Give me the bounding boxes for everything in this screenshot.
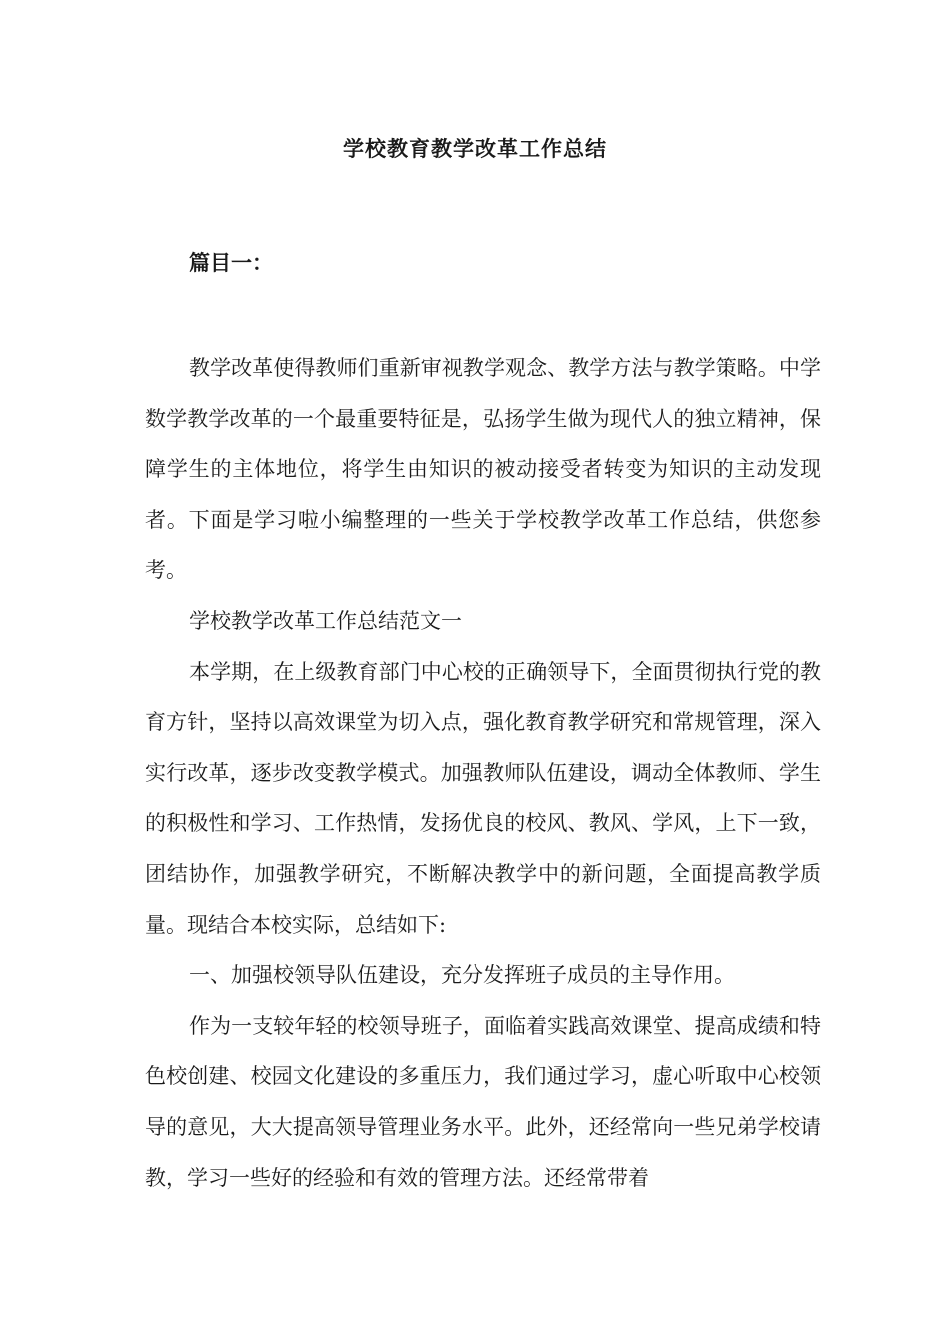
paragraph-subtitle: 学校教学改革工作总结范文一 [189, 608, 462, 633]
section-heading: 篇目一： [189, 250, 273, 275]
paragraph-section-one: 一、加强校领导队伍建设，充分发挥班子成员的主导作用。 [189, 963, 735, 988]
document-title: 学校教育教学改革工作总结 [343, 136, 607, 161]
paragraph-intro: 教学改革使得教师们重新审视教学观念、教学方法与教学策略。中学数学教学改革的一个最重要特征是，弘扬学生做为现代人的独立精神，保障学生的主体地位，将学生由知识的被动接受者转变为知识的主动发现者。下面是学习啦小编整理的一些关于学校教学改革工作总结，供您参考。 [145, 356, 821, 583]
paragraph-overview: 本学期，在上级教育部门中心校的正确领导下，全面贯彻执行党的教育方针，坚持以高效课堂为切入点，强化教育教学研究和常规管理，深入实行改革，逐步改变教学模式。加强教师队伍建设，调动全体教师、学生的积极性和学习、工作热情，发扬优良的校风、教风、学风，上下一致，团结协作，加强教学研究，不断解决教学中的新问题，全面提高教学质量。现结合本校实际，总结如下: [145, 659, 821, 937]
document-body [145, 343, 821, 1203]
paragraph-leadership: 作为一支较年轻的校领导班子，面临着实践高效课堂、提高成绩和特色校创建、校园文化建设的多重压力，我们通过学习，虚心听取中心校领导的意见，大大提高领导管理业务水平。此外，还经常向一些兄弟学校请教，学习一些好的经验和有效的管理方法。还经常带着 [145, 1013, 821, 1190]
